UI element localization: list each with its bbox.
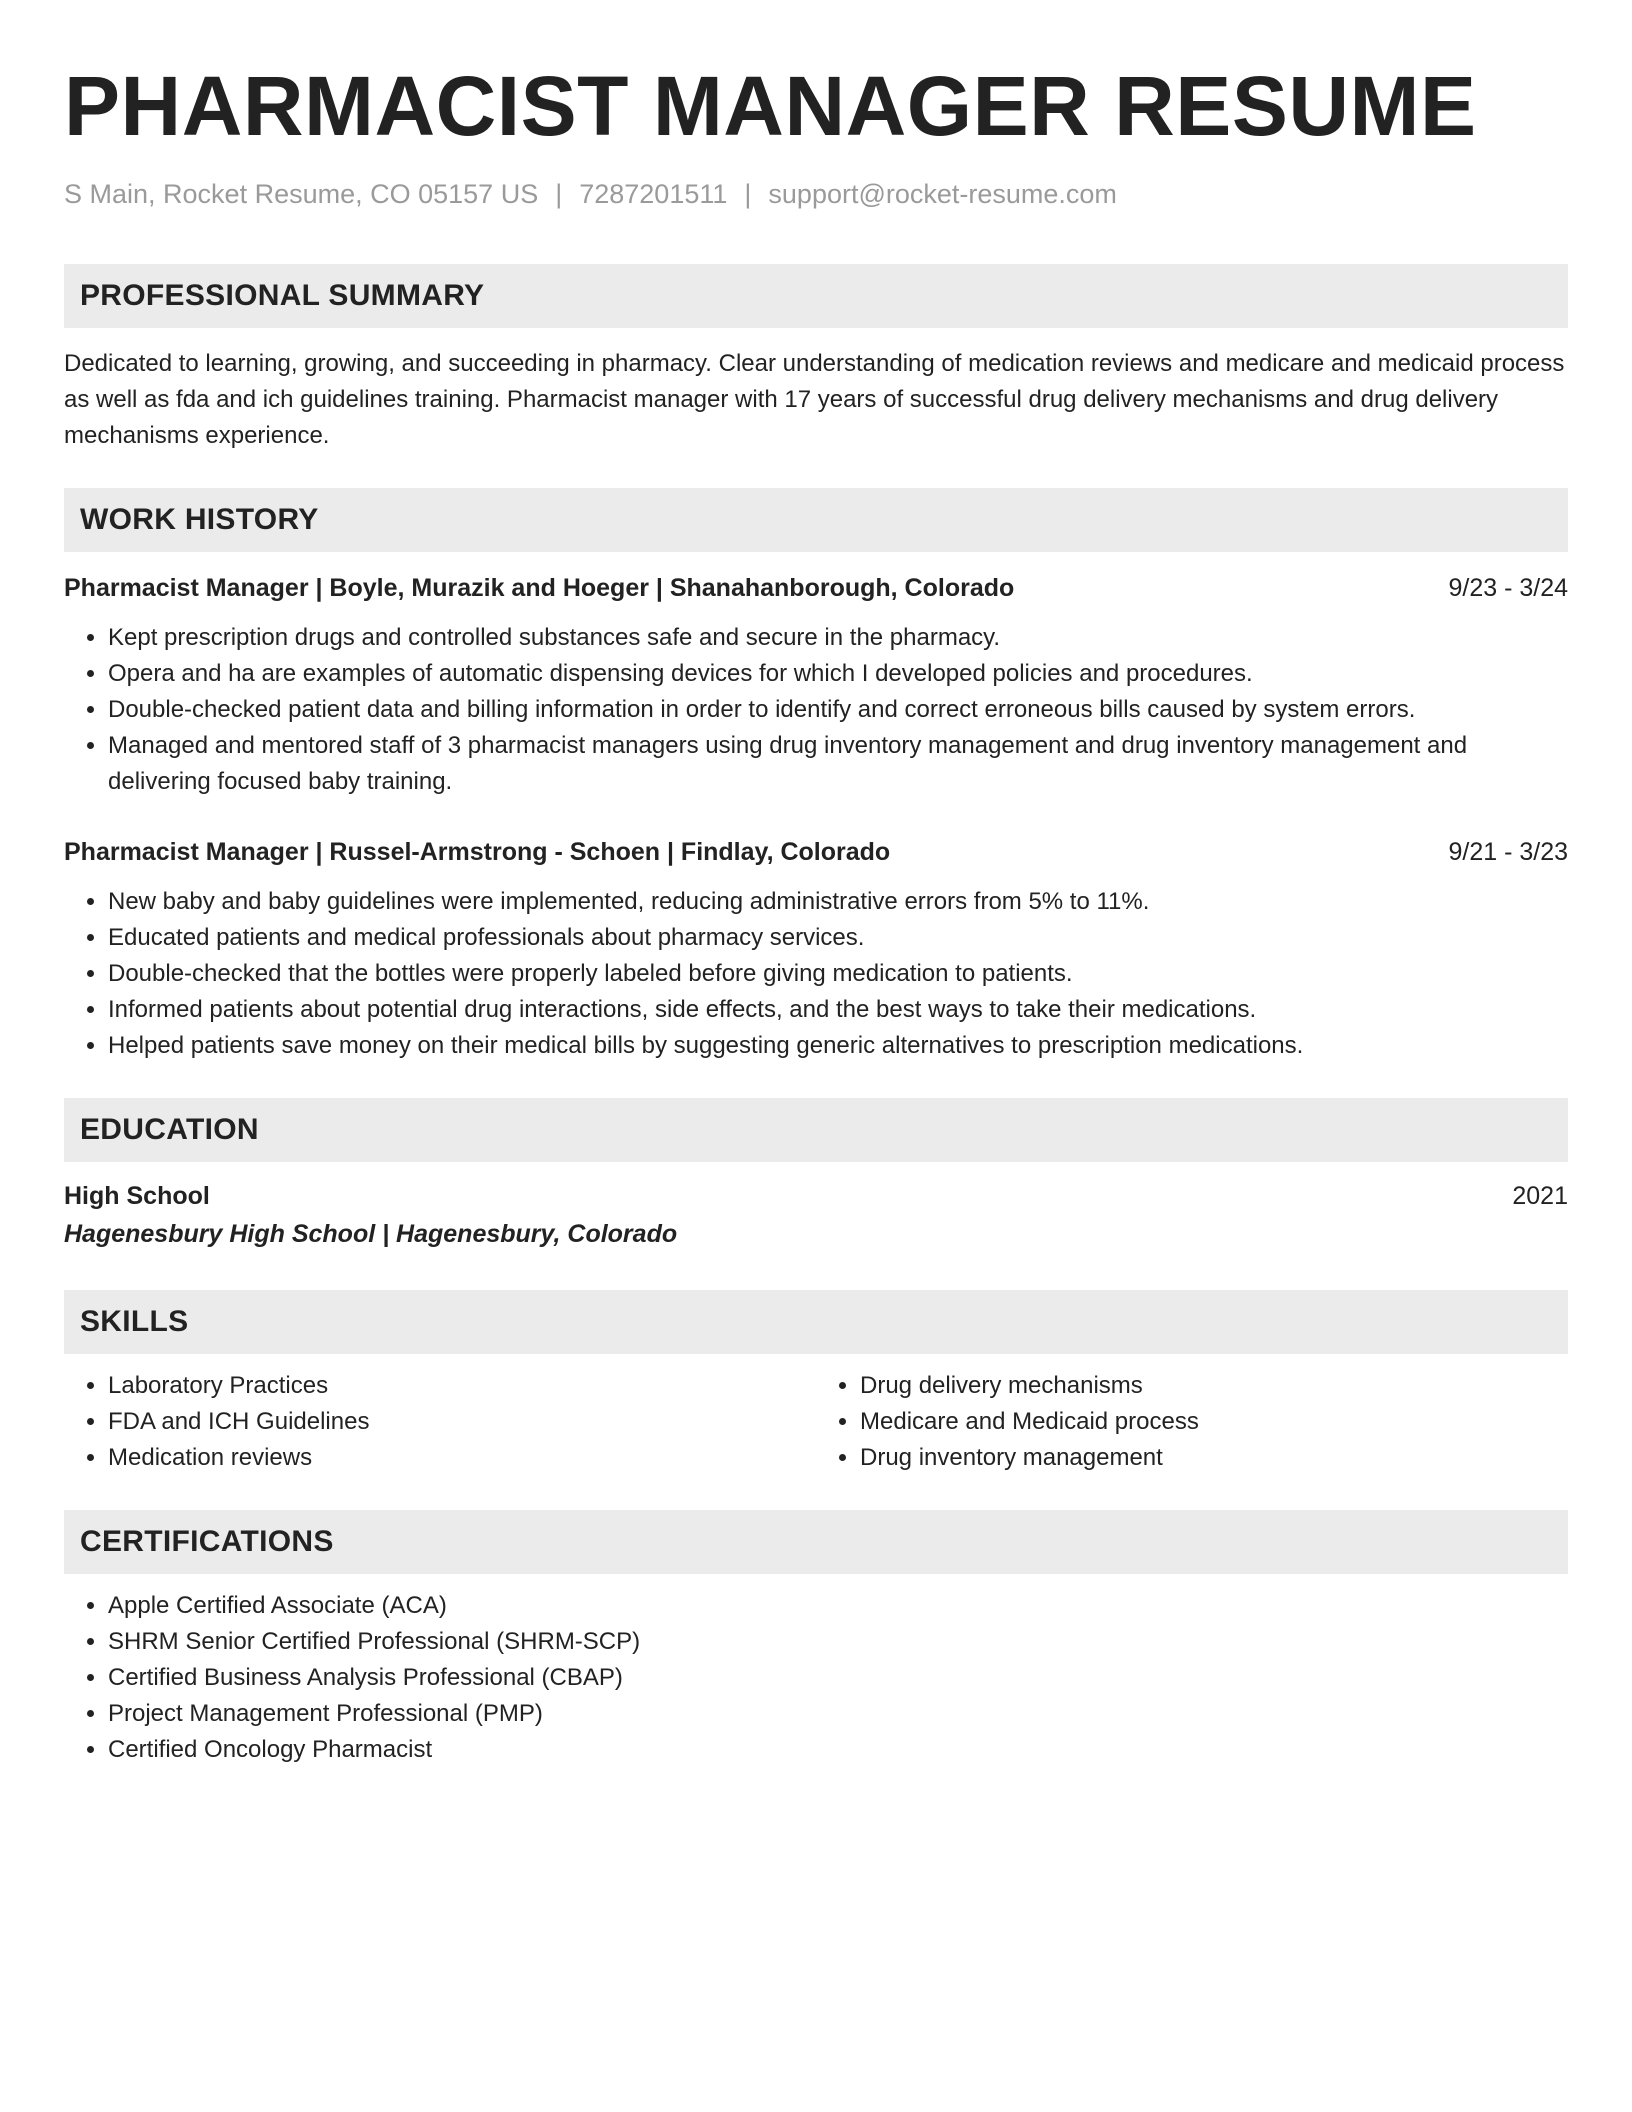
skills-column-left <box>64 1368 816 1476</box>
skills-heading-bar <box>64 1290 1568 1354</box>
job-title: Pharmacist Manager | Boyle, Murazik and Hoeger | Shanahanborough, Colorado <box>64 574 1015 602</box>
resume-title: PHARMACIST MANAGER RESUME <box>64 59 1477 153</box>
contact-phone: 7287201511 <box>579 179 728 209</box>
contact-line <box>64 176 1568 212</box>
skills-columns <box>64 1368 1568 1476</box>
certification-item: • Certified Oncology Pharmacist <box>108 1732 1568 1768</box>
certifications-heading: CERTIFICATIONS <box>80 1525 334 1558</box>
skills-heading: SKILLS <box>80 1305 189 1338</box>
certifications-list <box>64 1588 1568 1768</box>
contact-separator: | <box>555 179 563 209</box>
contact-address: S Main, Rocket Resume, CO 05157 US <box>64 179 539 209</box>
job-bullet: • Helped patients save money on their medical bills by suggesting generic alternatives to prescription medications. <box>108 1028 1568 1064</box>
skill-item: • Drug delivery mechanisms <box>860 1368 1568 1404</box>
skill-item: • Medicare and Medicaid process <box>860 1404 1568 1440</box>
certifications-heading-bar <box>64 1510 1568 1574</box>
summary-heading-bar <box>64 264 1568 328</box>
contact-email: support@rocket-resume.com <box>768 179 1117 209</box>
job-bullet: • Opera and ha are examples of automatic dispensing devices for which I developed policies and procedures. <box>108 656 1568 692</box>
summary-section <box>64 264 1568 454</box>
job-title: Pharmacist Manager | Russel-Armstrong - Schoen | Findlay, Colorado <box>64 838 891 866</box>
job-bullets <box>64 884 1568 1064</box>
job-bullet: • Managed and mentored staff of 3 pharmacist managers using drug inventory management and drug inventory management and delivering focused baby training. <box>108 728 1568 800</box>
job-dates: 9/21 - 3/23 <box>1448 838 1568 866</box>
work-history-heading: WORK HISTORY <box>80 503 319 536</box>
job-entry <box>64 570 1568 800</box>
education-degree: High School <box>64 1182 210 1210</box>
contact-separator: | <box>744 179 752 209</box>
education-school: Hagenesbury High School | Hagenesbury, Colorado <box>64 1220 678 1248</box>
summary-text: Dedicated to learning, growing, and succeeding in pharmacy. Clear understanding of medication reviews and medicare and medicaid process as well as fda and ich guidelines training. Pharmacist manager with 17 years of successful drug delivery mechanisms and drug delivery mechanisms experience. <box>64 350 1565 449</box>
certification-item: • Apple Certified Associate (ACA) <box>108 1588 1568 1624</box>
summary-heading: PROFESSIONAL SUMMARY <box>80 279 485 312</box>
job-bullet: • Educated patients and medical professionals about pharmacy services. <box>108 920 1568 956</box>
job-entry <box>64 834 1568 1064</box>
job-bullet: • Informed patients about potential drug interactions, side effects, and the best ways to take their medications. <box>108 992 1568 1028</box>
education-heading: EDUCATION <box>80 1113 259 1146</box>
skills-column-right <box>816 1368 1568 1476</box>
education-entry <box>64 1178 1568 1254</box>
job-bullet: • New baby and baby guidelines were implemented, reducing administrative errors from 5% to 11%. <box>108 884 1568 920</box>
education-header <box>64 1178 1568 1214</box>
certification-item: • Certified Business Analysis Professional (CBAP) <box>108 1660 1568 1696</box>
job-bullet: • Double-checked patient data and billing information in order to identify and correct erroneous bills caused by system errors. <box>108 692 1568 728</box>
skills-section <box>64 1290 1568 1476</box>
education-heading-bar <box>64 1098 1568 1162</box>
education-year: 2021 <box>1512 1182 1568 1210</box>
job-bullet: • Double-checked that the bottles were properly labeled before giving medication to patients. <box>108 956 1568 992</box>
work-history-section <box>64 488 1568 1064</box>
certification-item: • SHRM Senior Certified Professional (SHRM-SCP) <box>108 1624 1568 1660</box>
education-section <box>64 1098 1568 1254</box>
job-dates: 9/23 - 3/24 <box>1448 574 1568 602</box>
job-bullets <box>64 620 1568 800</box>
skill-item: • Medication reviews <box>108 1440 816 1476</box>
skill-item: • FDA and ICH Guidelines <box>108 1404 816 1440</box>
certification-item: • Project Management Professional (PMP) <box>108 1696 1568 1732</box>
job-header <box>64 834 1568 870</box>
skill-item: • Laboratory Practices <box>108 1368 816 1404</box>
work-history-heading-bar <box>64 488 1568 552</box>
job-bullet: • Kept prescription drugs and controlled substances safe and secure in the pharmacy. <box>108 620 1568 656</box>
skill-item: • Drug inventory management <box>860 1440 1568 1476</box>
job-header <box>64 570 1568 606</box>
certifications-section <box>64 1510 1568 1768</box>
